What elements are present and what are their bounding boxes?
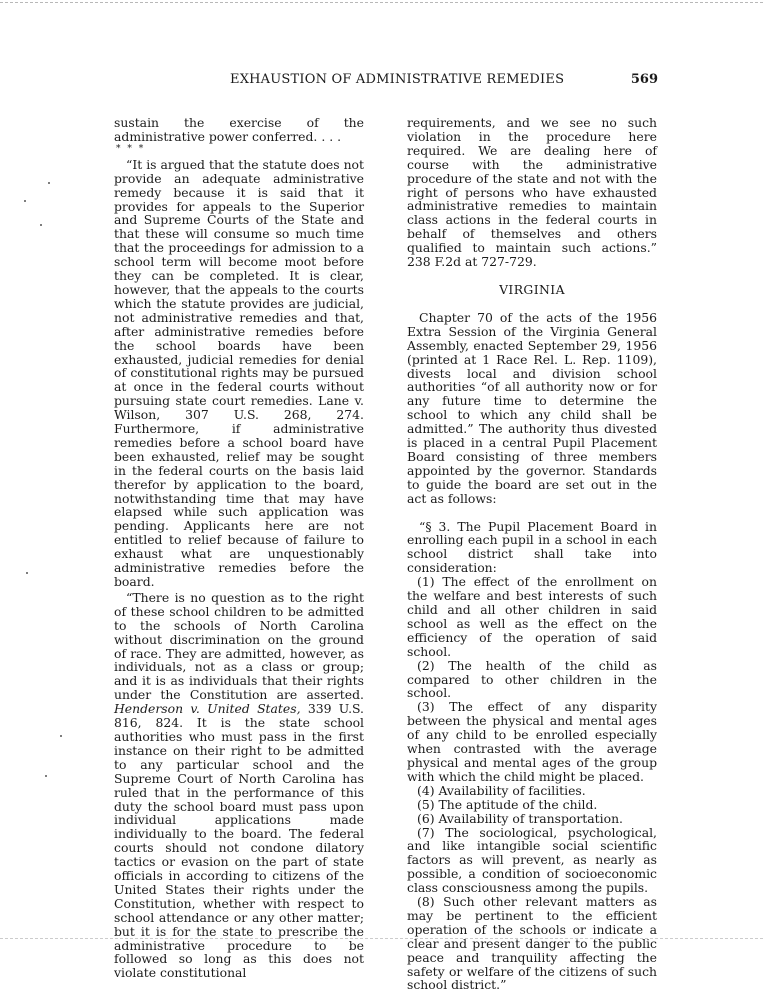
right-column — [407, 116, 657, 992]
top-scan-rule — [0, 2, 763, 3]
quote-item-3: (3) The effect of any disparity between the physical and mental ages of any child to be enrolled especially when contrasted with the average physical and mental ages of the group with which the child might be placed. — [407, 699, 657, 784]
quote-item-4: (4) Availability of facilities. — [417, 782, 586, 798]
left-paragraph-0: sustain the exercise of the administrative power conferred. . . . — [114, 115, 364, 144]
statute-quote — [407, 520, 657, 992]
scan-speck — [45, 775, 47, 777]
right-paragraph-1: Chapter 70 of the acts of the 1956 Extra Session of the Virginia General Assembly, enacted September 29, 1956 (printed at 1 Race Rel. L. Rep. 1109), divests local and division school authorities “of all authority now or for any future time to determine the school to which any child shall be admitted.” The authority thus divested is placed in a central Pupil Placement Board consisting of three members appointed by the governor. Standards to guide the board are set out in the act as follows: — [407, 309, 657, 506]
scan-speck — [60, 735, 62, 737]
case-citation: Henderson v. United States, — [114, 701, 301, 717]
quote-intro: “§ 3. The Pupil Placement Board in enrolling each pupil in a school in each school district shall take into consideration: — [407, 518, 657, 576]
quote-item-5: (5) The aptitude of the child. — [417, 796, 598, 812]
left-paragraph-2 — [114, 591, 364, 980]
quote-item-2: (2) The health of the child as compared to other children in the school. — [407, 657, 657, 701]
ellipsis-marker: * * * — [116, 143, 146, 154]
scan-speck — [48, 182, 50, 184]
quote-item-6: (6) Availability of transportation. — [417, 810, 623, 826]
page-number: 569 — [630, 72, 658, 87]
quote-item-8: (8) Such other relevant matters as may be pertinent to the efficient operation of the schools or indicate a clear and present danger to the public peace and tranquility affecting the safety or welfare of the citizens of such school district.” — [407, 894, 657, 992]
left-paragraph-2-text-b: 339 U.S. 816, 824. It is the state school authorities who must pass in the first instance on their right to be admitted to any particular school and the Supreme Court of North Carolina has ruled that in the performance of this duty the school board must pass upon individual applications made individually to the board. The federal courts should not condone dilatory tactics or evasion on the part of state officials in according to citizens of the United States their rights under the Constitution, whether with respect to school attendance or any other matter; but it is for the state to prescribe the administrative procedure to be followed so long as this does not violate constitutional — [114, 701, 364, 981]
left-paragraph-2-text-a: “There is no question as to the right of these school children to be admitted to the schools of North Carolina without discrimination on the ground of race. They are admitted, however, as individuals, not as a class or group; and it is as individuals that their rights under the Constitution are asserted. — [114, 589, 364, 703]
page-header — [215, 72, 658, 88]
scan-speck — [40, 224, 42, 226]
running-head: EXHAUSTION OF ADMINISTRATIVE REMEDIES — [230, 72, 565, 87]
quote-item-1: (1) The effect of the enrollment on the welfare and best interests of such child and all other children in said school as well as the effect on the efficiency of the operation of said school. — [407, 574, 657, 659]
left-paragraph-1: “It is argued that the statute does not provide an adequate administrative remedy because it is said that it provides for appeals to the Superior and Supreme Courts of the State and that these will consume so much time that the proceedings for admission to a school term will become moot before they can be completed. It is clear, however, that the appeals to the courts which the statute provides are judicial, not administrative remedies and that, after administrative remedies before the school boards have been exhausted, judicial remedies for denial of constitutional rights may be pursued at once in the federal courts without pursuing state court remedies. Lane v. Wilson, 307 U.S. 268, 274. Furthermore, if administrative remedies before a school board have been exhausted, relief may be sought in the federal courts on the basis laid therefor by application to the board, notwithstanding time that may have elapsed while such application was pending. Applicants here are not entitled to relief because of failure to exhaust what are unquestionably administrative remedies before the board. — [114, 156, 364, 589]
quote-item-7: (7) The sociological, psychological, and like intangible social scientific factors as will prevent, as nearly as possible, a condition of socioeconomic class consciousness among the pupils. — [407, 824, 657, 896]
scan-speck — [26, 572, 28, 574]
right-paragraph-0: requirements, and we see no such violation in the procedure here required. We are dealing here of course with the administrative procedure of the state and not with the right of persons who have exhausted administrative remedies to maintain class actions in the federal courts in behalf of themselves and others qualified to maintain such actions.” 238 F.2d at 727-729. — [407, 115, 657, 270]
section-heading-virginia: VIRGINIA — [499, 281, 565, 297]
bottom-scan-rule — [0, 938, 763, 939]
scan-speck — [24, 200, 26, 202]
left-column — [114, 116, 364, 980]
